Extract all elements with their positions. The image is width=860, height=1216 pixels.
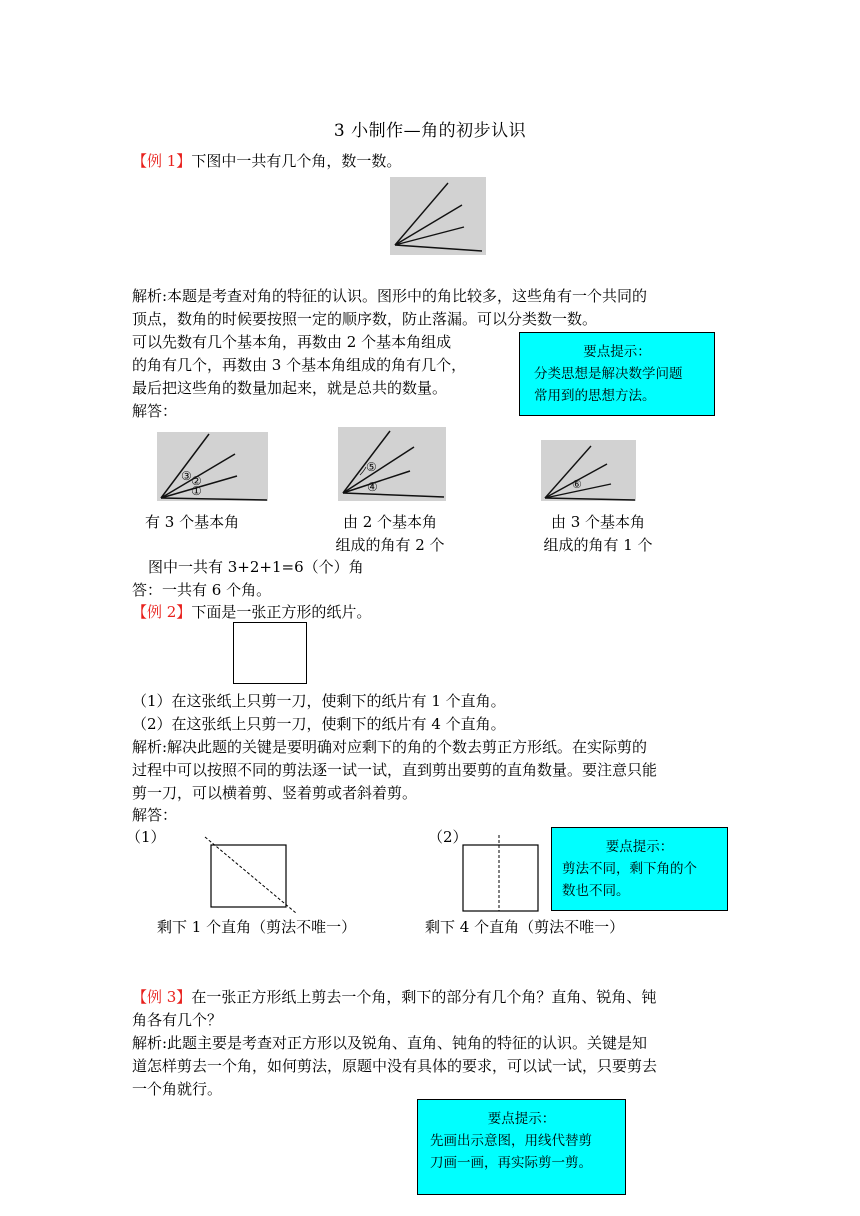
tip-title: 要点提示：: [583, 344, 651, 360]
example-1-analysis-3: 可以先数有几个基本角，再数由 2 个基本角组成: [132, 333, 452, 351]
example-2-question-text: 下面是一张正方形的纸片。: [191, 603, 372, 621]
example-2-answer-label: 解答：: [132, 806, 178, 824]
example-2-question: [132, 601, 371, 623]
example-3-analysis-2: 道怎样剪去一个角，如何剪法，原题中没有具体的要求，可以试一试，只要剪去: [132, 1057, 658, 1075]
example-3-question-text: 在一张正方形纸上剪去一个角，剩下的部分有几个角？直角、锐角、钝: [191, 988, 657, 1006]
tip-line: 数也不同。: [562, 883, 630, 899]
example-1-total: 图中一共有 3+2+1=6（个）角: [148, 558, 364, 576]
example-3-analysis-3: 一个角就行。: [132, 1080, 223, 1098]
tip-line: 剪法不同，剩下角的个: [562, 861, 697, 877]
basic-angles-figure: [157, 432, 268, 501]
angle-mark-6: ⑥: [572, 478, 582, 491]
example-2-tip-box: [551, 827, 728, 911]
angle-mark-5: ⑤: [366, 460, 377, 474]
caption-two-basic-angles-2: 组成的角有 2 个: [335, 536, 445, 554]
example-2-tag: 【例 2】: [132, 603, 192, 621]
example-3-question-1: [132, 986, 656, 1008]
example-1-analysis-5: 最后把这些角的数量加起来，就是总共的数量。: [132, 379, 448, 397]
diagonal-cut-figure: [195, 833, 305, 913]
example-3-tip-box: [417, 1099, 626, 1195]
tip-title: 要点提示：: [487, 1111, 556, 1127]
example-3-analysis-1: 解析:此题主要是考查对正方形以及锐角、直角、钝角的特征的认识。关键是知: [132, 1034, 648, 1052]
example-1-answer-label: 解答：: [132, 402, 178, 420]
example-3-question-2: 角各有几个？: [132, 1011, 223, 1029]
example-1-figure: [390, 177, 486, 255]
caption-basic-angles: 有 3 个基本角: [145, 513, 240, 531]
angle-mark-4: ④: [367, 480, 378, 494]
example-1-answer: 答：一共有 6 个角。: [132, 581, 272, 599]
example-2-caption-1: 剩下 1 个直角（剪法不唯一）: [157, 918, 357, 936]
tip-line: 分类思想是解决数学问题: [534, 366, 683, 382]
tip-line: 常用到的思想方法。: [534, 388, 656, 404]
vertical-cut-figure: [462, 833, 542, 913]
angle-rays-figure: [390, 177, 486, 255]
tip-line: 先画出示意图，用线代替剪: [430, 1133, 592, 1149]
example-2-analysis-1: 解析:解决此题的关键是要明确对应剩下的角的个数去剪正方形纸。在实际剪的: [132, 738, 648, 756]
example-2-caption-2: 剩下 4 个直角（剪法不唯一）: [425, 918, 625, 936]
angle-mark-3: ③: [181, 469, 192, 483]
angle-mark-2: ②: [191, 474, 202, 488]
example-1-tip-box: [519, 332, 715, 416]
caption-two-basic-angles-1: 由 2 个基本角: [342, 513, 438, 531]
square-paper: [233, 622, 307, 684]
example-2-label-1: （1）: [126, 828, 166, 846]
example-1-question-text: 下图中一共有几个角，数一数。: [191, 152, 402, 170]
angle-mark-1: ①: [191, 484, 202, 498]
example-2-question-1: （1）在这张纸上只剪一刀，使剩下的纸片有 1 个直角。: [132, 692, 506, 710]
page-title: 3 小制作—角的初步认识: [333, 121, 527, 141]
example-1-tag: 【例 1】: [132, 152, 192, 170]
example-2-analysis-2: 过程中可以按照不同的剪法逐一试一试，直到剪出要剪的直角数量。要注意只能: [132, 761, 658, 779]
caption-three-basic-angles-1: 由 3 个基本角: [550, 513, 646, 531]
tip-title: 要点提示：: [605, 839, 674, 855]
example-2-analysis-3: 剪一刀，可以横着剪、竖着剪或者斜着剪。: [132, 784, 418, 802]
example-1-analysis-1: 解析:本题是考查对角的特征的认识。图形中的角比较多，这些角有一个共同的: [132, 287, 648, 305]
example-1-analysis-2: 顶点，数角的时候要按照一定的顺序数，防止落漏。可以分类数一数。: [132, 310, 598, 328]
two-basic-angles-figure: [338, 427, 446, 501]
example-2-label-2: （2）: [428, 828, 468, 846]
example-1-question: [132, 150, 401, 172]
example-2-question-2: （2）在这张纸上只剪一刀，使剩下的纸片有 4 个直角。: [132, 715, 506, 733]
caption-three-basic-angles-2: 组成的角有 1 个: [543, 536, 653, 554]
example-3-tag: 【例 3】: [132, 988, 192, 1006]
three-basic-angles-figure: [541, 440, 636, 501]
tip-line: 刀画一画，再实际剪一剪。: [430, 1155, 592, 1171]
example-1-analysis-4: 的角有几个，再数由 3 个基本角组成的角有几个，: [132, 356, 467, 374]
